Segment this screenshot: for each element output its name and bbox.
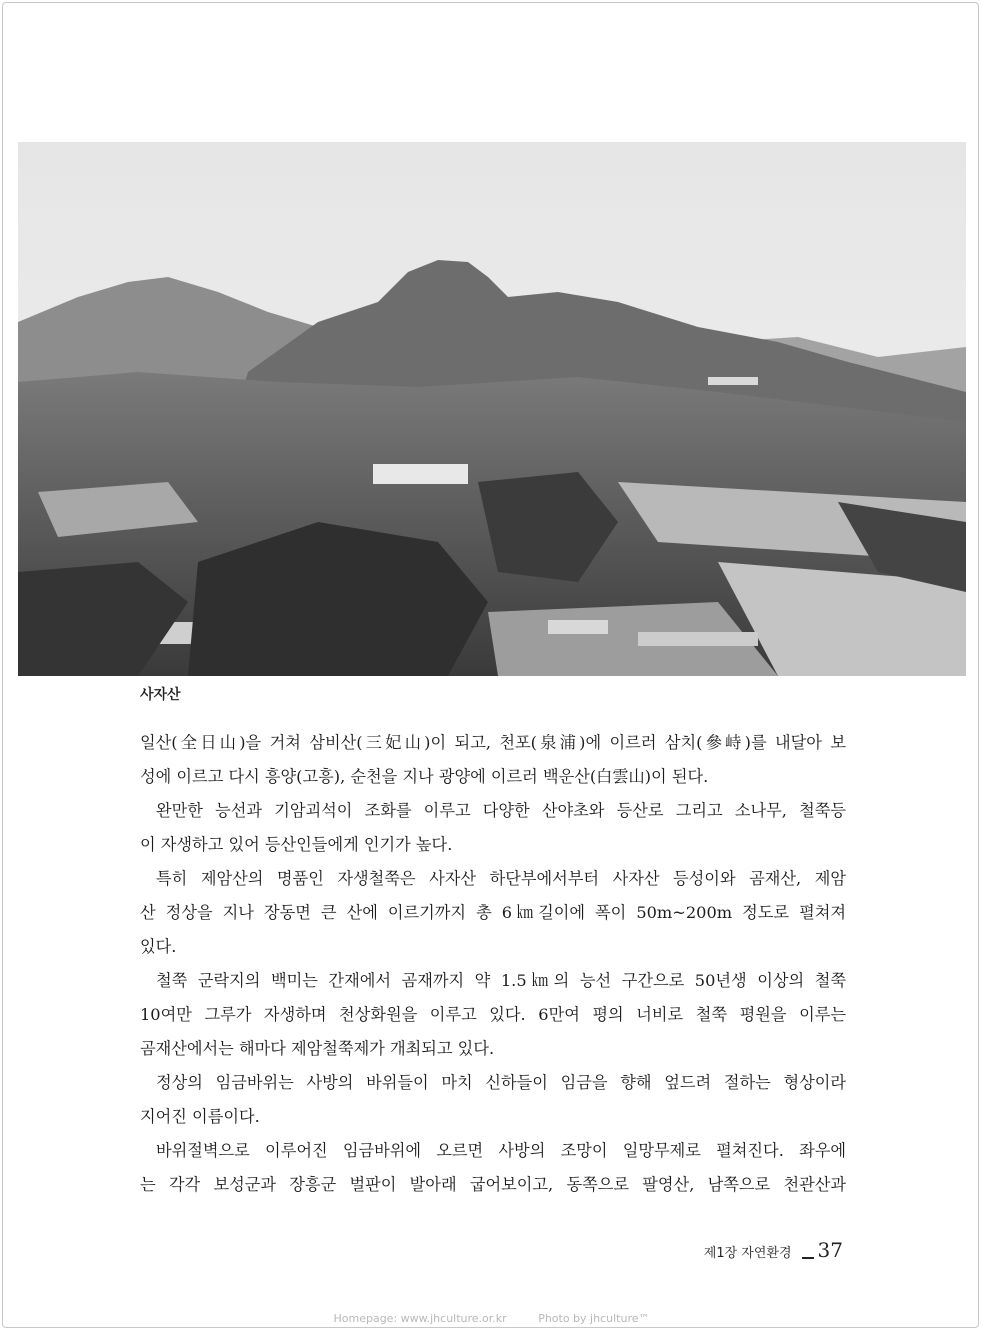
text-line: 성에 이르고 다시 흥양(고흥), 순천을 지나 광양에 이르러 백운산(白雲山)이 된다. <box>140 767 709 786</box>
text-line: 10여만 그루가 자생하며 천상화원을 이루고 있다. 6만여 평의 너비로 철쭉 평원을 이루는 <box>140 1005 846 1024</box>
text-line: 있다. <box>140 937 177 956</box>
credits-bar <box>0 1312 983 1325</box>
text-line: 특히 제암산의 명품인 자생철쭉은 사자산 하단부에서부터 사자산 등성이와 곰재산, 제암 <box>156 869 846 888</box>
text-line: 철쭉 군락지의 백미는 간재에서 곰재까지 약 1.5㎞의 능선 구간으로 50년생 이상의 철쭉 <box>156 971 846 990</box>
page-number: 37 <box>817 1238 843 1262</box>
landscape-photo <box>18 142 966 676</box>
homepage-link[interactable]: Homepage: www.jhculture.or.kr <box>333 1312 507 1325</box>
footer-divider <box>802 1257 814 1259</box>
text-line: 일산(全日山)을 거쳐 삼비산(三妃山)이 되고, 천포(泉浦)에 이르러 삼치(參峙)를 내달아 보 <box>140 733 846 752</box>
chapter-label: 제1장 자연환경 <box>703 1246 792 1261</box>
page-footer <box>704 1238 843 1262</box>
text-line: 산 정상을 지나 장동면 큰 산에 이르기까지 총 6㎞길이에 폭이 50m~200m 정도로 펼쳐져 <box>140 903 846 922</box>
text-line: 완만한 능선과 기암괴석이 조화를 이루고 다양한 산야초와 등산로 그리고 소나무, 철쭉등 <box>156 801 846 820</box>
text-line: 지어진 이름이다. <box>140 1107 260 1126</box>
photo-credit: Photo by jhculture™ <box>538 1312 650 1325</box>
text-line: 이 자생하고 있어 등산인들에게 인기가 높다. <box>140 835 453 854</box>
text-line: 정상의 임금바위는 사방의 바위들이 마치 신하들이 임금을 향해 엎드려 절하는 형상이라 <box>156 1073 846 1092</box>
text-line: 바위절벽으로 이루어진 임금바위에 오르면 사방의 조망이 일망무제로 펼쳐진다. 좌우에 <box>156 1141 846 1160</box>
text-line: 는 각각 보성군과 장흥군 벌판이 발아래 굽어보이고, 동쪽으로 팔영산, 남쪽으로 천관산과 <box>140 1175 846 1194</box>
text-line: 곰재산에서는 해마다 제암철쭉제가 개최되고 있다. <box>140 1039 495 1058</box>
body-text <box>140 726 846 1202</box>
photo-caption: 사자산 <box>140 687 181 703</box>
